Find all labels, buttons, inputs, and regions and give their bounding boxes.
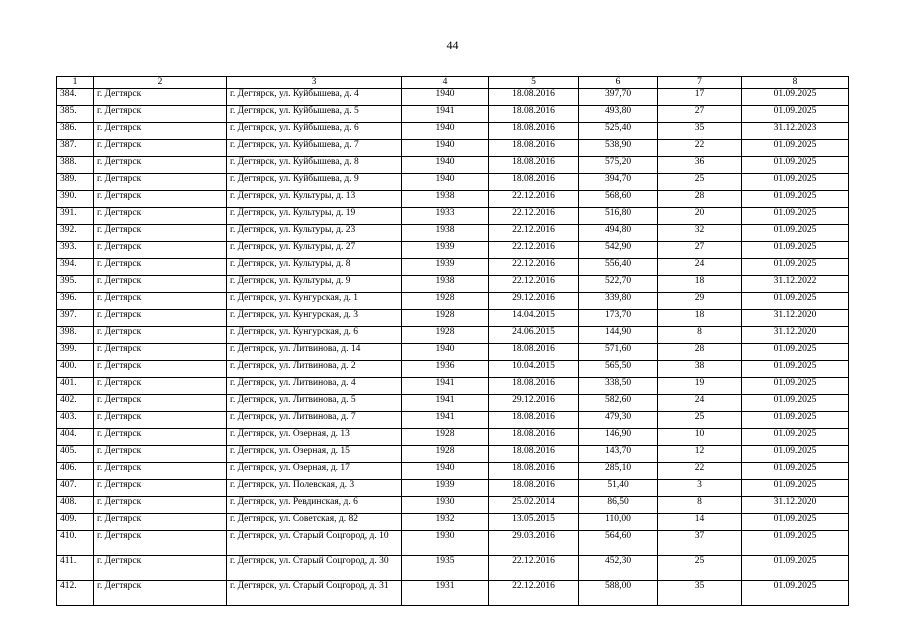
date-cell: 24.06.2015: [489, 327, 579, 344]
municipality-cell: г. Дегтярск: [94, 174, 227, 191]
date-cell: 29.12.2016: [489, 293, 579, 310]
year-built-cell: 1935: [402, 556, 489, 581]
address-cell: г. Дегтярск, ул. Культуры, д. 13: [227, 191, 402, 208]
municipality-cell: г. Дегтярск: [94, 225, 227, 242]
year-built-cell: 1928: [402, 446, 489, 463]
date-cell: 18.08.2016: [489, 446, 579, 463]
address-cell: г. Дегтярск, ул. Кунгурская, д. 1: [227, 293, 402, 310]
residents-cell: 17: [658, 89, 742, 106]
date-cell: 22.12.2016: [489, 259, 579, 276]
table-row: [57, 208, 849, 225]
table-row: [57, 123, 849, 140]
deadline-cell: 31.12.2020: [742, 310, 849, 327]
year-built-cell: 1936: [402, 361, 489, 378]
address-cell: г. Дегтярск, ул. Культуры, д. 8: [227, 259, 402, 276]
residents-cell: 32: [658, 225, 742, 242]
deadline-cell: 01.09.2025: [742, 191, 849, 208]
address-cell: г. Дегтярск, ул. Кунгурская, д. 3: [227, 310, 402, 327]
municipality-cell: г. Дегтярск: [94, 497, 227, 514]
area-cell: 582,60: [579, 395, 658, 412]
address-cell: г. Дегтярск, ул. Культуры, д. 9: [227, 276, 402, 293]
address-cell: г. Дегтярск, ул. Старый Соцгород, д. 30: [227, 556, 402, 581]
area-cell: 542,90: [579, 242, 658, 259]
column-header: 5: [489, 77, 579, 89]
residents-cell: 28: [658, 344, 742, 361]
residents-cell: 14: [658, 514, 742, 531]
date-cell: 29.03.2016: [489, 531, 579, 556]
row-number-cell: 411.: [57, 556, 94, 581]
residents-cell: 37: [658, 531, 742, 556]
area-cell: 173,70: [579, 310, 658, 327]
date-cell: 25.02.2014: [489, 497, 579, 514]
address-cell: г. Дегтярск, ул. Озерная, д. 13: [227, 429, 402, 446]
area-cell: 538,90: [579, 140, 658, 157]
residents-cell: 36: [658, 157, 742, 174]
municipality-cell: г. Дегтярск: [94, 531, 227, 556]
year-built-cell: 1928: [402, 293, 489, 310]
date-cell: 14.04.2015: [489, 310, 579, 327]
row-number-cell: 405.: [57, 446, 94, 463]
row-number-cell: 386.: [57, 123, 94, 140]
row-number-cell: 409.: [57, 514, 94, 531]
row-number-cell: 397.: [57, 310, 94, 327]
address-cell: г. Дегтярск, ул. Ревдинская, д. 6: [227, 497, 402, 514]
area-cell: 588,00: [579, 581, 658, 606]
table-row: [57, 89, 849, 106]
deadline-cell: 01.09.2025: [742, 140, 849, 157]
residents-cell: 19: [658, 378, 742, 395]
residents-cell: 35: [658, 123, 742, 140]
address-cell: г. Дегтярск, ул. Литвинова, д. 2: [227, 361, 402, 378]
row-number-cell: 412.: [57, 581, 94, 606]
area-cell: 564,60: [579, 531, 658, 556]
date-cell: 29.12.2016: [489, 395, 579, 412]
table-row: [57, 157, 849, 174]
row-number-cell: 401.: [57, 378, 94, 395]
row-number-cell: 392.: [57, 225, 94, 242]
address-cell: г. Дегтярск, ул. Куйбышева, д. 8: [227, 157, 402, 174]
residents-cell: 28: [658, 191, 742, 208]
year-built-cell: 1940: [402, 174, 489, 191]
row-number-cell: 403.: [57, 412, 94, 429]
row-number-cell: 410.: [57, 531, 94, 556]
residents-cell: 27: [658, 242, 742, 259]
deadline-cell: 01.09.2025: [742, 293, 849, 310]
year-built-cell: 1938: [402, 276, 489, 293]
deadline-cell: 01.09.2025: [742, 429, 849, 446]
date-cell: 18.08.2016: [489, 106, 579, 123]
row-number-cell: 389.: [57, 174, 94, 191]
date-cell: 22.12.2016: [489, 191, 579, 208]
area-cell: 143,70: [579, 446, 658, 463]
area-cell: 516,80: [579, 208, 658, 225]
column-header: 8: [742, 77, 849, 89]
table-row: [57, 514, 849, 531]
municipality-cell: г. Дегтярск: [94, 378, 227, 395]
address-cell: г. Дегтярск, ул. Литвинова, д. 5: [227, 395, 402, 412]
column-header: 6: [579, 77, 658, 89]
area-cell: 110,00: [579, 514, 658, 531]
year-built-cell: 1928: [402, 310, 489, 327]
municipality-cell: г. Дегтярск: [94, 581, 227, 606]
residents-cell: 18: [658, 310, 742, 327]
deadline-cell: 01.09.2025: [742, 344, 849, 361]
deadline-cell: 01.09.2025: [742, 395, 849, 412]
area-cell: 568,60: [579, 191, 658, 208]
residents-cell: 24: [658, 259, 742, 276]
municipality-cell: г. Дегтярск: [94, 556, 227, 581]
address-cell: г. Дегтярск, ул. Куйбышева, д. 5: [227, 106, 402, 123]
deadline-cell: 01.09.2025: [742, 514, 849, 531]
area-cell: 575,20: [579, 157, 658, 174]
deadline-cell: 31.12.2020: [742, 497, 849, 514]
table-row: [57, 531, 849, 556]
residents-cell: 29: [658, 293, 742, 310]
year-built-cell: 1940: [402, 140, 489, 157]
residents-cell: 25: [658, 174, 742, 191]
date-cell: 18.08.2016: [489, 429, 579, 446]
address-cell: г. Дегтярск, ул. Культуры, д. 19: [227, 208, 402, 225]
page-number: 44: [446, 38, 459, 52]
deadline-cell: 01.09.2025: [742, 361, 849, 378]
table-row: [57, 361, 849, 378]
residents-cell: 10: [658, 429, 742, 446]
municipality-cell: г. Дегтярск: [94, 276, 227, 293]
area-cell: 285,10: [579, 463, 658, 480]
address-cell: г. Дегтярск, ул. Куйбышева, д. 9: [227, 174, 402, 191]
municipality-cell: г. Дегтярск: [94, 293, 227, 310]
row-number-cell: 404.: [57, 429, 94, 446]
date-cell: 22.12.2016: [489, 208, 579, 225]
area-cell: 494,80: [579, 225, 658, 242]
year-built-cell: 1939: [402, 259, 489, 276]
year-built-cell: 1938: [402, 191, 489, 208]
area-cell: 51,40: [579, 480, 658, 497]
date-cell: 18.08.2016: [489, 378, 579, 395]
address-cell: г. Дегтярск, ул. Старый Соцгород, д. 31: [227, 581, 402, 606]
address-cell: г. Дегтярск, ул. Культуры, д. 23: [227, 225, 402, 242]
deadline-cell: 01.09.2025: [742, 480, 849, 497]
area-cell: 493,80: [579, 106, 658, 123]
deadline-cell: 01.09.2025: [742, 581, 849, 606]
residents-cell: 25: [658, 412, 742, 429]
deadline-cell: 01.09.2025: [742, 259, 849, 276]
column-header: 4: [402, 77, 489, 89]
year-built-cell: 1940: [402, 89, 489, 106]
area-cell: 556,40: [579, 259, 658, 276]
deadline-cell: 01.09.2025: [742, 157, 849, 174]
row-number-cell: 390.: [57, 191, 94, 208]
municipality-cell: г. Дегтярск: [94, 480, 227, 497]
table-row: [57, 556, 849, 581]
area-cell: 338,50: [579, 378, 658, 395]
address-cell: г. Дегтярск, ул. Литвинова, д. 4: [227, 378, 402, 395]
municipality-cell: г. Дегтярск: [94, 344, 227, 361]
residents-cell: 35: [658, 581, 742, 606]
table-row: [57, 242, 849, 259]
year-built-cell: 1940: [402, 463, 489, 480]
row-number-cell: 406.: [57, 463, 94, 480]
address-cell: г. Дегтярск, ул. Озерная, д. 17: [227, 463, 402, 480]
deadline-cell: 01.09.2025: [742, 446, 849, 463]
municipality-cell: г. Дегтярск: [94, 395, 227, 412]
municipality-cell: г. Дегтярск: [94, 106, 227, 123]
residents-cell: 24: [658, 395, 742, 412]
year-built-cell: 1931: [402, 581, 489, 606]
address-cell: г. Дегтярск, ул. Куйбышева, д. 7: [227, 140, 402, 157]
table-row: [57, 395, 849, 412]
table-row: [57, 140, 849, 157]
row-number-cell: 402.: [57, 395, 94, 412]
address-cell: г. Дегтярск, ул. Озерная, д. 15: [227, 446, 402, 463]
year-built-cell: 1939: [402, 480, 489, 497]
municipality-cell: г. Дегтярск: [94, 310, 227, 327]
date-cell: 18.08.2016: [489, 412, 579, 429]
year-built-cell: 1941: [402, 395, 489, 412]
year-built-cell: 1932: [402, 514, 489, 531]
deadline-cell: 01.09.2025: [742, 89, 849, 106]
date-cell: 22.12.2016: [489, 242, 579, 259]
row-number-cell: 407.: [57, 480, 94, 497]
deadline-cell: 01.09.2025: [742, 531, 849, 556]
area-cell: 452,30: [579, 556, 658, 581]
deadline-cell: 01.09.2025: [742, 208, 849, 225]
row-number-cell: 395.: [57, 276, 94, 293]
row-number-cell: 396.: [57, 293, 94, 310]
municipality-cell: г. Дегтярск: [94, 361, 227, 378]
deadline-cell: 31.12.2023: [742, 123, 849, 140]
table-row: [57, 344, 849, 361]
date-cell: 22.12.2016: [489, 556, 579, 581]
deadline-cell: 01.09.2025: [742, 225, 849, 242]
year-built-cell: 1938: [402, 225, 489, 242]
table-row: [57, 446, 849, 463]
row-number-cell: 400.: [57, 361, 94, 378]
deadline-cell: 01.09.2025: [742, 242, 849, 259]
table-row: [57, 174, 849, 191]
table-row: [57, 310, 849, 327]
area-cell: 394,70: [579, 174, 658, 191]
municipality-cell: г. Дегтярск: [94, 446, 227, 463]
area-cell: 565,50: [579, 361, 658, 378]
year-built-cell: 1939: [402, 242, 489, 259]
date-cell: 22.12.2016: [489, 225, 579, 242]
municipality-cell: г. Дегтярск: [94, 259, 227, 276]
municipality-cell: г. Дегтярск: [94, 123, 227, 140]
year-built-cell: 1940: [402, 157, 489, 174]
table-row: [57, 327, 849, 344]
date-cell: 18.08.2016: [489, 157, 579, 174]
table-row: [57, 412, 849, 429]
year-built-cell: 1941: [402, 412, 489, 429]
area-cell: 86,50: [579, 497, 658, 514]
area-cell: 397,70: [579, 89, 658, 106]
residents-cell: 8: [658, 327, 742, 344]
municipality-cell: г. Дегтярск: [94, 429, 227, 446]
row-number-cell: 387.: [57, 140, 94, 157]
address-cell: г. Дегтярск, ул. Кунгурская, д. 6: [227, 327, 402, 344]
municipality-cell: г. Дегтярск: [94, 157, 227, 174]
municipality-cell: г. Дегтярск: [94, 412, 227, 429]
date-cell: 18.08.2016: [489, 174, 579, 191]
table-row: [57, 191, 849, 208]
year-built-cell: 1930: [402, 497, 489, 514]
table-row: [57, 293, 849, 310]
residents-cell: 22: [658, 463, 742, 480]
table-row: [57, 480, 849, 497]
municipality-cell: г. Дегтярск: [94, 191, 227, 208]
row-number-cell: 394.: [57, 259, 94, 276]
date-cell: 18.08.2016: [489, 463, 579, 480]
area-cell: 144,90: [579, 327, 658, 344]
date-cell: 18.08.2016: [489, 480, 579, 497]
table-body: [57, 89, 849, 606]
deadline-cell: 01.09.2025: [742, 106, 849, 123]
residents-cell: 25: [658, 556, 742, 581]
table-row: [57, 378, 849, 395]
residents-cell: 27: [658, 106, 742, 123]
municipality-cell: г. Дегтярск: [94, 327, 227, 344]
row-number-cell: 384.: [57, 89, 94, 106]
date-cell: 22.12.2016: [489, 581, 579, 606]
address-cell: г. Дегтярск, ул. Старый Соцгород, д. 10: [227, 531, 402, 556]
row-number-cell: 393.: [57, 242, 94, 259]
deadline-cell: 01.09.2025: [742, 463, 849, 480]
area-cell: 522,70: [579, 276, 658, 293]
date-cell: 18.08.2016: [489, 123, 579, 140]
municipality-cell: г. Дегтярск: [94, 514, 227, 531]
municipality-cell: г. Дегтярск: [94, 463, 227, 480]
date-cell: 18.08.2016: [489, 89, 579, 106]
year-built-cell: 1941: [402, 106, 489, 123]
year-built-cell: 1928: [402, 429, 489, 446]
deadline-cell: 31.12.2022: [742, 276, 849, 293]
table-row: [57, 259, 849, 276]
municipality-cell: г. Дегтярск: [94, 89, 227, 106]
table-row: [57, 225, 849, 242]
deadline-cell: 01.09.2025: [742, 556, 849, 581]
year-built-cell: 1933: [402, 208, 489, 225]
residents-cell: 12: [658, 446, 742, 463]
date-cell: 22.12.2016: [489, 276, 579, 293]
row-number-cell: 385.: [57, 106, 94, 123]
residents-cell: 20: [658, 208, 742, 225]
row-number-cell: 388.: [57, 157, 94, 174]
row-number-cell: 408.: [57, 497, 94, 514]
year-built-cell: 1940: [402, 123, 489, 140]
deadline-cell: 01.09.2025: [742, 174, 849, 191]
table-row: [57, 463, 849, 480]
table-row: [57, 581, 849, 606]
deadline-cell: 01.09.2025: [742, 412, 849, 429]
address-cell: г. Дегтярск, ул. Советская, д. 82: [227, 514, 402, 531]
date-cell: 13.05.2015: [489, 514, 579, 531]
column-number-row: [57, 77, 849, 89]
address-cell: г. Дегтярск, ул. Культуры, д. 27: [227, 242, 402, 259]
address-cell: г. Дегтярск, ул. Полевская, д. 3: [227, 480, 402, 497]
residents-cell: 22: [658, 140, 742, 157]
municipality-cell: г. Дегтярск: [94, 242, 227, 259]
table-row: [57, 497, 849, 514]
year-built-cell: 1930: [402, 531, 489, 556]
deadline-cell: 01.09.2025: [742, 378, 849, 395]
area-cell: 339,80: [579, 293, 658, 310]
row-number-cell: 398.: [57, 327, 94, 344]
address-cell: г. Дегтярск, ул. Литвинова, д. 14: [227, 344, 402, 361]
address-cell: г. Дегтярск, ул. Литвинова, д. 7: [227, 412, 402, 429]
residents-cell: 18: [658, 276, 742, 293]
residents-cell: 3: [658, 480, 742, 497]
address-cell: г. Дегтярск, ул. Куйбышева, д. 6: [227, 123, 402, 140]
address-cell: г. Дегтярск, ул. Куйбышева, д. 4: [227, 89, 402, 106]
area-cell: 479,30: [579, 412, 658, 429]
municipality-cell: г. Дегтярск: [94, 140, 227, 157]
date-cell: 18.08.2016: [489, 344, 579, 361]
table-row: [57, 429, 849, 446]
row-number-cell: 391.: [57, 208, 94, 225]
table-row: [57, 106, 849, 123]
row-number-cell: 399.: [57, 344, 94, 361]
year-built-cell: 1928: [402, 327, 489, 344]
area-cell: 525,40: [579, 123, 658, 140]
housing-registry-table: [56, 76, 849, 606]
year-built-cell: 1940: [402, 344, 489, 361]
column-header: 3: [227, 77, 402, 89]
municipality-cell: г. Дегтярск: [94, 208, 227, 225]
column-header: 1: [57, 77, 94, 89]
residents-cell: 8: [658, 497, 742, 514]
deadline-cell: 31.12.2020: [742, 327, 849, 344]
table-row: [57, 276, 849, 293]
date-cell: 10.04.2015: [489, 361, 579, 378]
year-built-cell: 1941: [402, 378, 489, 395]
area-cell: 571,60: [579, 344, 658, 361]
column-header: 2: [94, 77, 227, 89]
date-cell: 18.08.2016: [489, 140, 579, 157]
column-header: 7: [658, 77, 742, 89]
residents-cell: 38: [658, 361, 742, 378]
area-cell: 146,90: [579, 429, 658, 446]
